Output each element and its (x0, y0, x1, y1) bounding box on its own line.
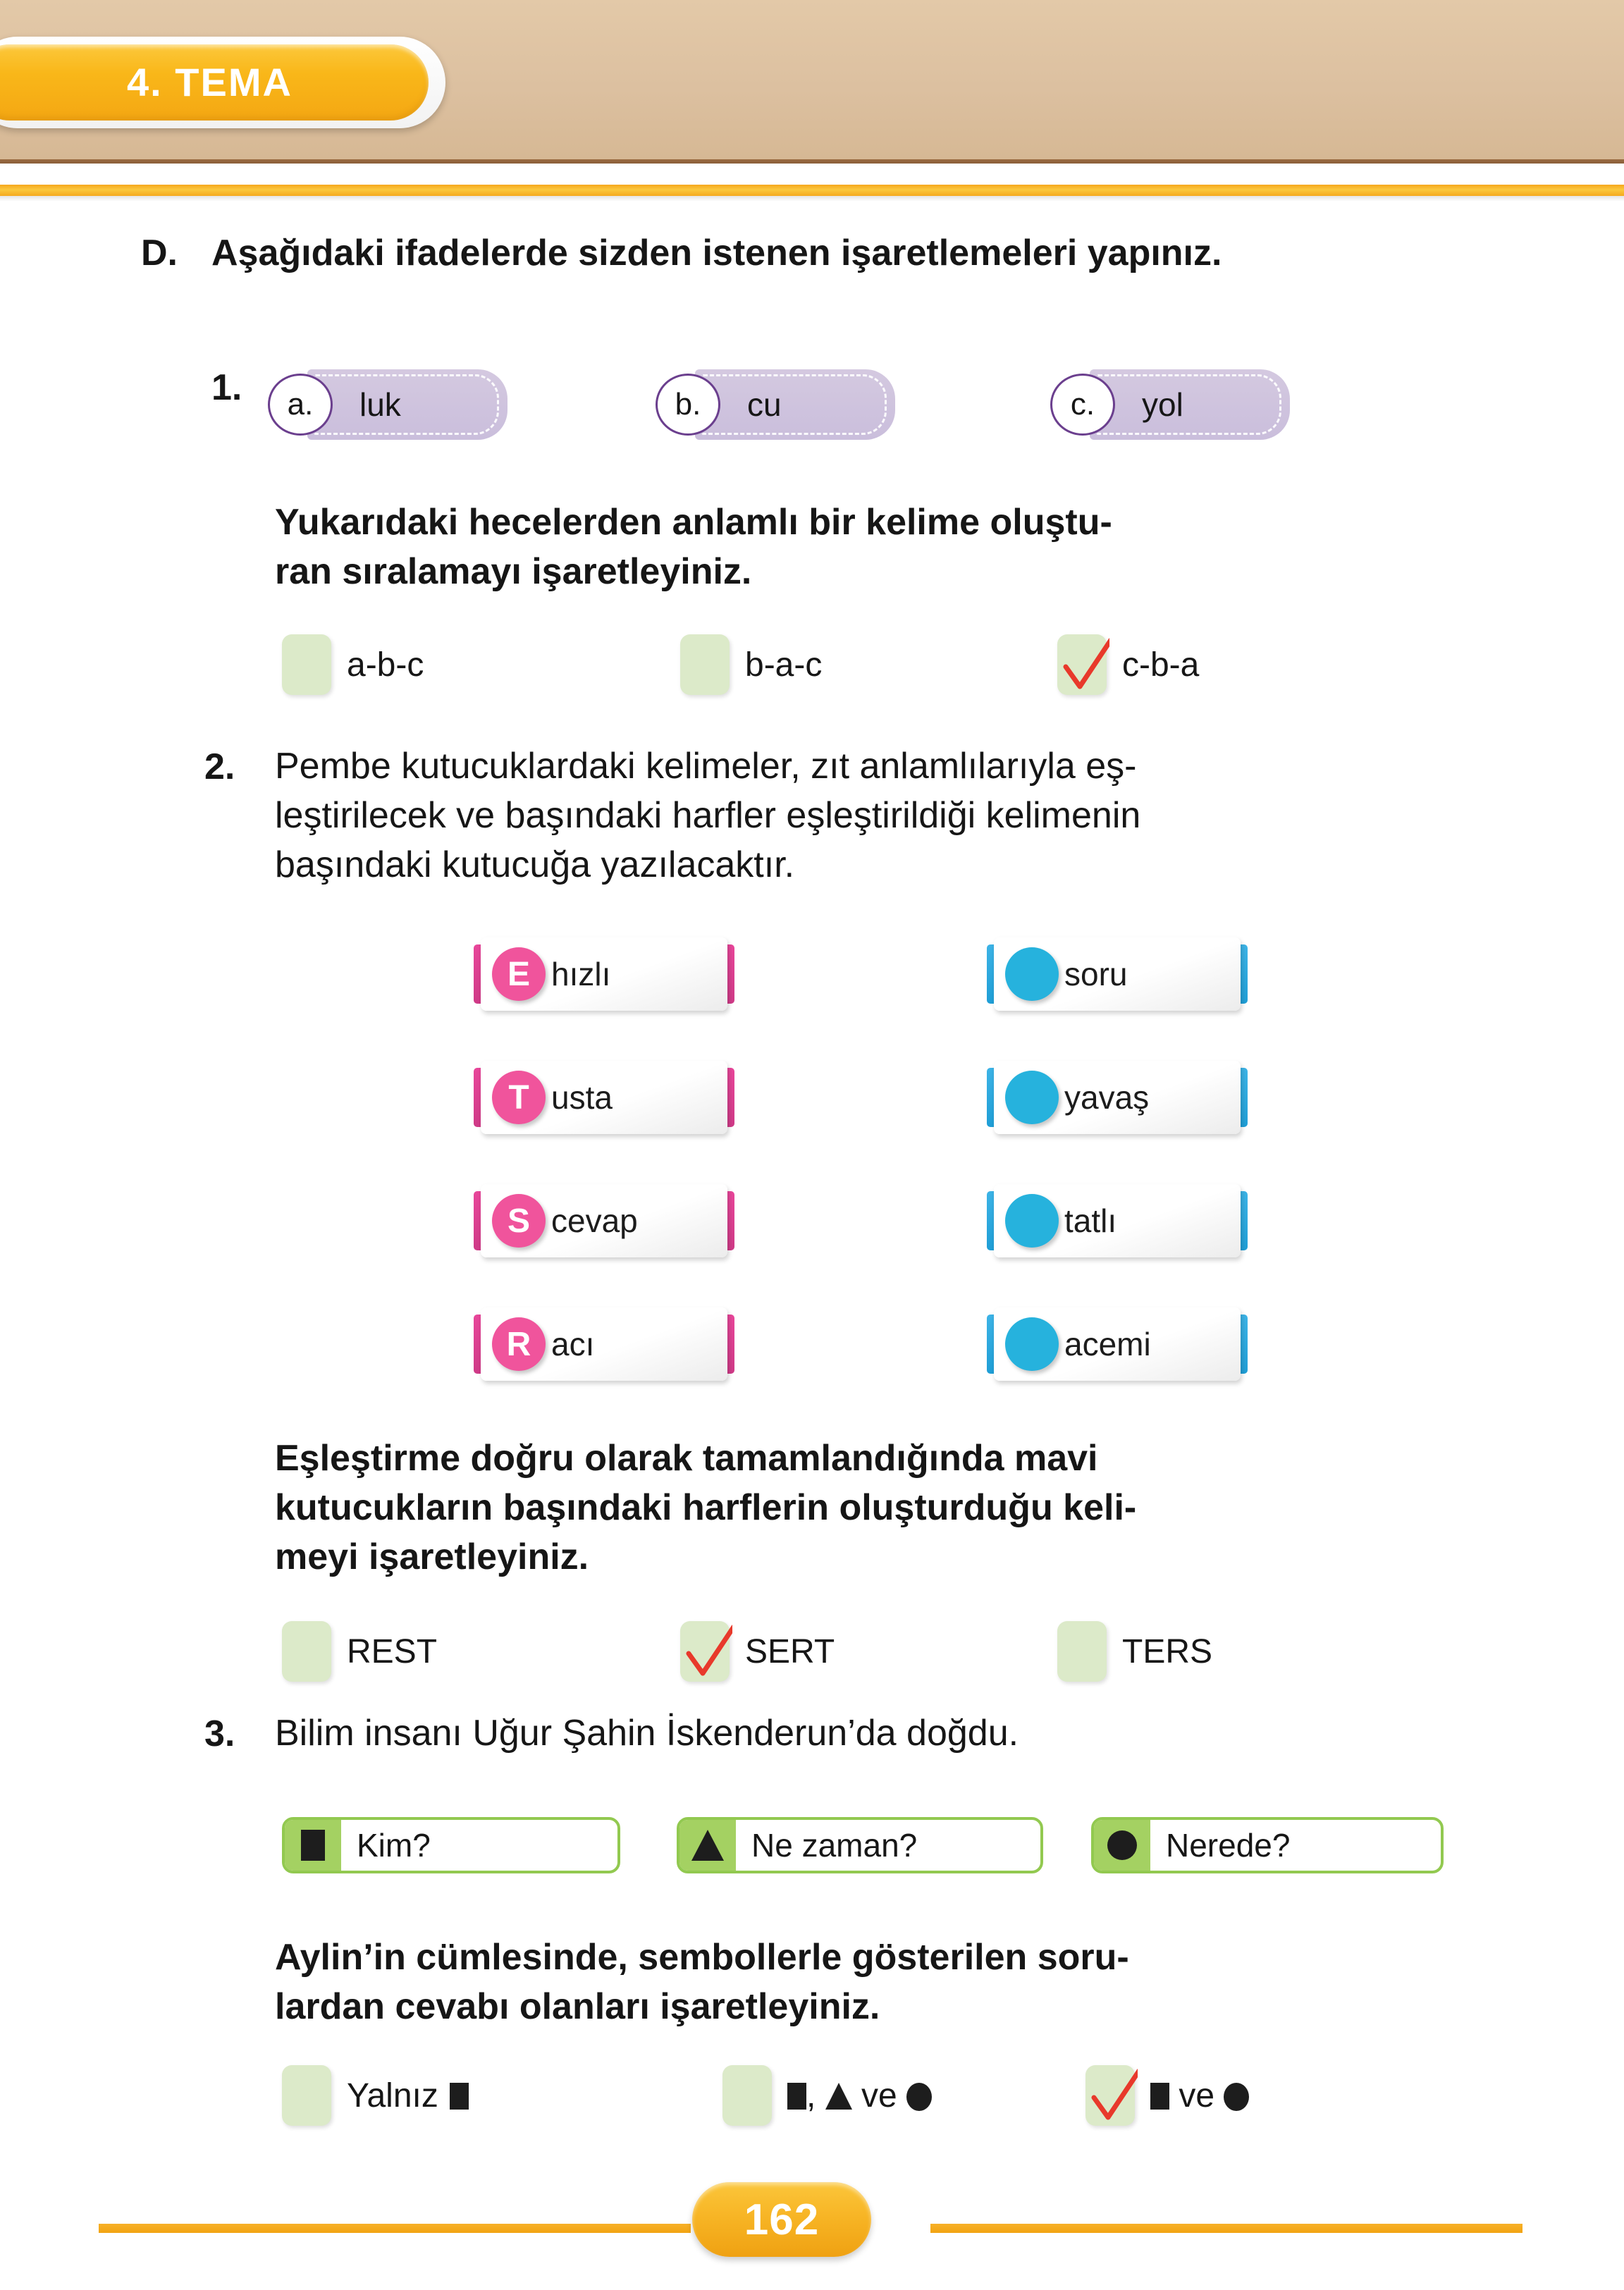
syllable-letter-circle: a. (268, 374, 333, 436)
footer-rule-right (930, 2224, 1522, 2233)
match-card-pink-0[interactable] (474, 937, 734, 1011)
q2-prompt-line1: Eşleştirme doğru olarak tamamlandığında mavi (275, 1438, 1098, 1479)
syllable-plate (1090, 369, 1290, 440)
syllable-letter-circle: c. (1050, 374, 1115, 436)
option-label: SERT (745, 1632, 835, 1670)
match-card-blue-3[interactable] (987, 1307, 1248, 1381)
card-word: hızlı (551, 956, 611, 992)
checkmark-icon (1060, 636, 1109, 696)
option-label: c-b-a (1122, 646, 1200, 684)
syllable-word: luk (359, 386, 401, 423)
pill-label: Ne zaman? (751, 1827, 918, 1864)
q1-prompt-line1: Yukarıdaki hecelerden anlamlı bir kelime oluştu- (275, 502, 1112, 543)
card-letter-circle[interactable] (1005, 947, 1059, 1001)
syllable-word: cu (747, 386, 782, 423)
q1-option-2[interactable] (1057, 634, 1199, 695)
question-2-number: 2. (204, 746, 235, 787)
circle-icon (906, 2083, 932, 2111)
symbol-separator-comma: , (806, 2076, 816, 2114)
syllable-badge-a[interactable] (268, 369, 508, 440)
syllable-letter-circle: b. (656, 374, 720, 436)
q3-pill-kim[interactable] (282, 1817, 620, 1873)
q2-option-2[interactable] (1057, 1621, 1212, 1682)
square-icon (787, 2083, 806, 2110)
circle-icon (1107, 1830, 1137, 1860)
syllable-plate (695, 369, 895, 440)
card-word: usta (551, 1079, 613, 1116)
card-letter-circle: E (492, 947, 546, 1001)
q3-prompt-line2: lardan cevabı olanları işaretleyiniz. (275, 1986, 880, 2027)
card-word: tatlı (1064, 1202, 1117, 1239)
checkmark-icon (683, 1623, 732, 1683)
square-symbol-slot (285, 1820, 341, 1871)
option-symbols (450, 2076, 469, 2115)
footer-rule-left (99, 2224, 691, 2233)
q2-text-line2: leştirilecek ve başındaki harfler eşleştirildiği kelimenin (275, 795, 1141, 836)
card-word: acemi (1064, 1326, 1151, 1362)
q3-option-2[interactable] (1085, 2065, 1249, 2126)
card-word: yavaş (1064, 1079, 1150, 1116)
checkbox-unchecked[interactable] (722, 2065, 772, 2126)
option-label: a-b-c (347, 646, 424, 684)
q3-pill-nerede[interactable] (1091, 1817, 1444, 1873)
option-label: b-a-c (745, 646, 823, 684)
triangle-icon (825, 2083, 852, 2110)
match-card-blue-1[interactable] (987, 1061, 1248, 1134)
option-prefix: Yalnız (347, 2076, 438, 2114)
checkmark-icon (1088, 2067, 1138, 2127)
pill-label: Nerede? (1166, 1827, 1291, 1864)
q3-sentence: Bilim insanı Uğur Şahin İskenderun’da doğdu. (275, 1713, 1019, 1754)
option-label: TERS (1122, 1632, 1213, 1670)
q3-option-0[interactable] (282, 2065, 469, 2126)
header-orange-rule (0, 185, 1624, 196)
square-icon (1150, 2083, 1169, 2110)
match-card-blue-2[interactable] (987, 1184, 1248, 1257)
q1-option-1[interactable] (680, 634, 822, 695)
square-icon (450, 2083, 469, 2110)
pill-label: Kim? (357, 1827, 431, 1864)
checkbox-unchecked[interactable] (282, 2065, 331, 2126)
card-letter-circle: R (492, 1317, 546, 1371)
header-rule-shadow (0, 196, 1624, 202)
match-card-pink-3[interactable] (474, 1307, 734, 1381)
syllable-badge-b[interactable] (656, 369, 895, 440)
checkbox-unchecked[interactable] (1057, 1621, 1107, 1682)
q2-option-0[interactable] (282, 1621, 437, 1682)
square-icon (301, 1830, 325, 1861)
option-symbols (787, 2076, 932, 2115)
symbol-separator-ve: ve (861, 2076, 897, 2114)
circle-icon (1224, 2083, 1249, 2111)
checkbox-unchecked[interactable] (282, 634, 331, 695)
triangle-symbol-slot (679, 1820, 736, 1871)
card-letter-circle[interactable] (1005, 1317, 1059, 1371)
card-letter-circle: T (492, 1071, 546, 1124)
section-instruction-block (141, 233, 1452, 273)
page-number-badge (692, 2182, 871, 2257)
card-word: acı (551, 1326, 595, 1362)
checkbox-checked[interactable] (1085, 2065, 1135, 2126)
q1-option-0[interactable] (282, 634, 424, 695)
q2-option-1[interactable] (680, 1621, 835, 1682)
syllable-row (219, 362, 1417, 454)
q1-prompt-line2: ran sıralamayı işaretleyiniz. (275, 551, 752, 592)
card-letter-circle[interactable] (1005, 1194, 1059, 1248)
syllable-plate (307, 369, 508, 440)
checkbox-unchecked[interactable] (282, 1621, 331, 1682)
section-instruction-text: Aşağıdaki ifadelerde sizden istenen işaretlemeleri yapınız. (211, 233, 1222, 273)
symbol-separator-ve: ve (1179, 2076, 1215, 2114)
match-card-blue-0[interactable] (987, 937, 1248, 1011)
card-letter-circle[interactable] (1005, 1071, 1059, 1124)
page-number: 162 (744, 2195, 820, 2244)
match-card-pink-2[interactable] (474, 1184, 734, 1257)
syllable-badge-c[interactable] (1050, 369, 1290, 440)
card-word: soru (1064, 956, 1128, 992)
theme-label: 4. TEMA (127, 60, 293, 104)
q3-option-1[interactable] (722, 2065, 932, 2126)
question-1-number: 1. (211, 367, 242, 408)
option-symbols (1150, 2076, 1249, 2115)
card-letter-circle: S (492, 1194, 546, 1248)
match-card-pink-1[interactable] (474, 1061, 734, 1134)
triangle-icon (691, 1830, 724, 1861)
checkbox-unchecked[interactable] (680, 634, 730, 695)
section-marker: D. (141, 233, 178, 273)
syllable-word: yol (1142, 386, 1183, 423)
checkbox-checked[interactable] (1057, 634, 1107, 695)
q2-text-line3: başındaki kutucuğa yazılacaktır. (275, 844, 795, 885)
card-word: cevap (551, 1202, 638, 1239)
q2-text-line1: Pembe kutucuklardaki kelimeler, zıt anlamlılarıyla eş- (275, 746, 1137, 787)
q2-prompt-line2: kutucukların başındaki harflerin oluşturduğu keli- (275, 1487, 1137, 1528)
option-label: REST (347, 1632, 438, 1670)
q3-pill-ne-zaman[interactable] (677, 1817, 1043, 1873)
q2-prompt-line3: meyi işaretleyiniz. (275, 1537, 589, 1577)
circle-symbol-slot (1094, 1820, 1150, 1871)
checkbox-checked[interactable] (680, 1621, 730, 1682)
q3-prompt-line1: Aylin’in cümlesinde, sembollerle gösterilen soru- (275, 1937, 1129, 1978)
question-3-number: 3. (204, 1713, 235, 1754)
